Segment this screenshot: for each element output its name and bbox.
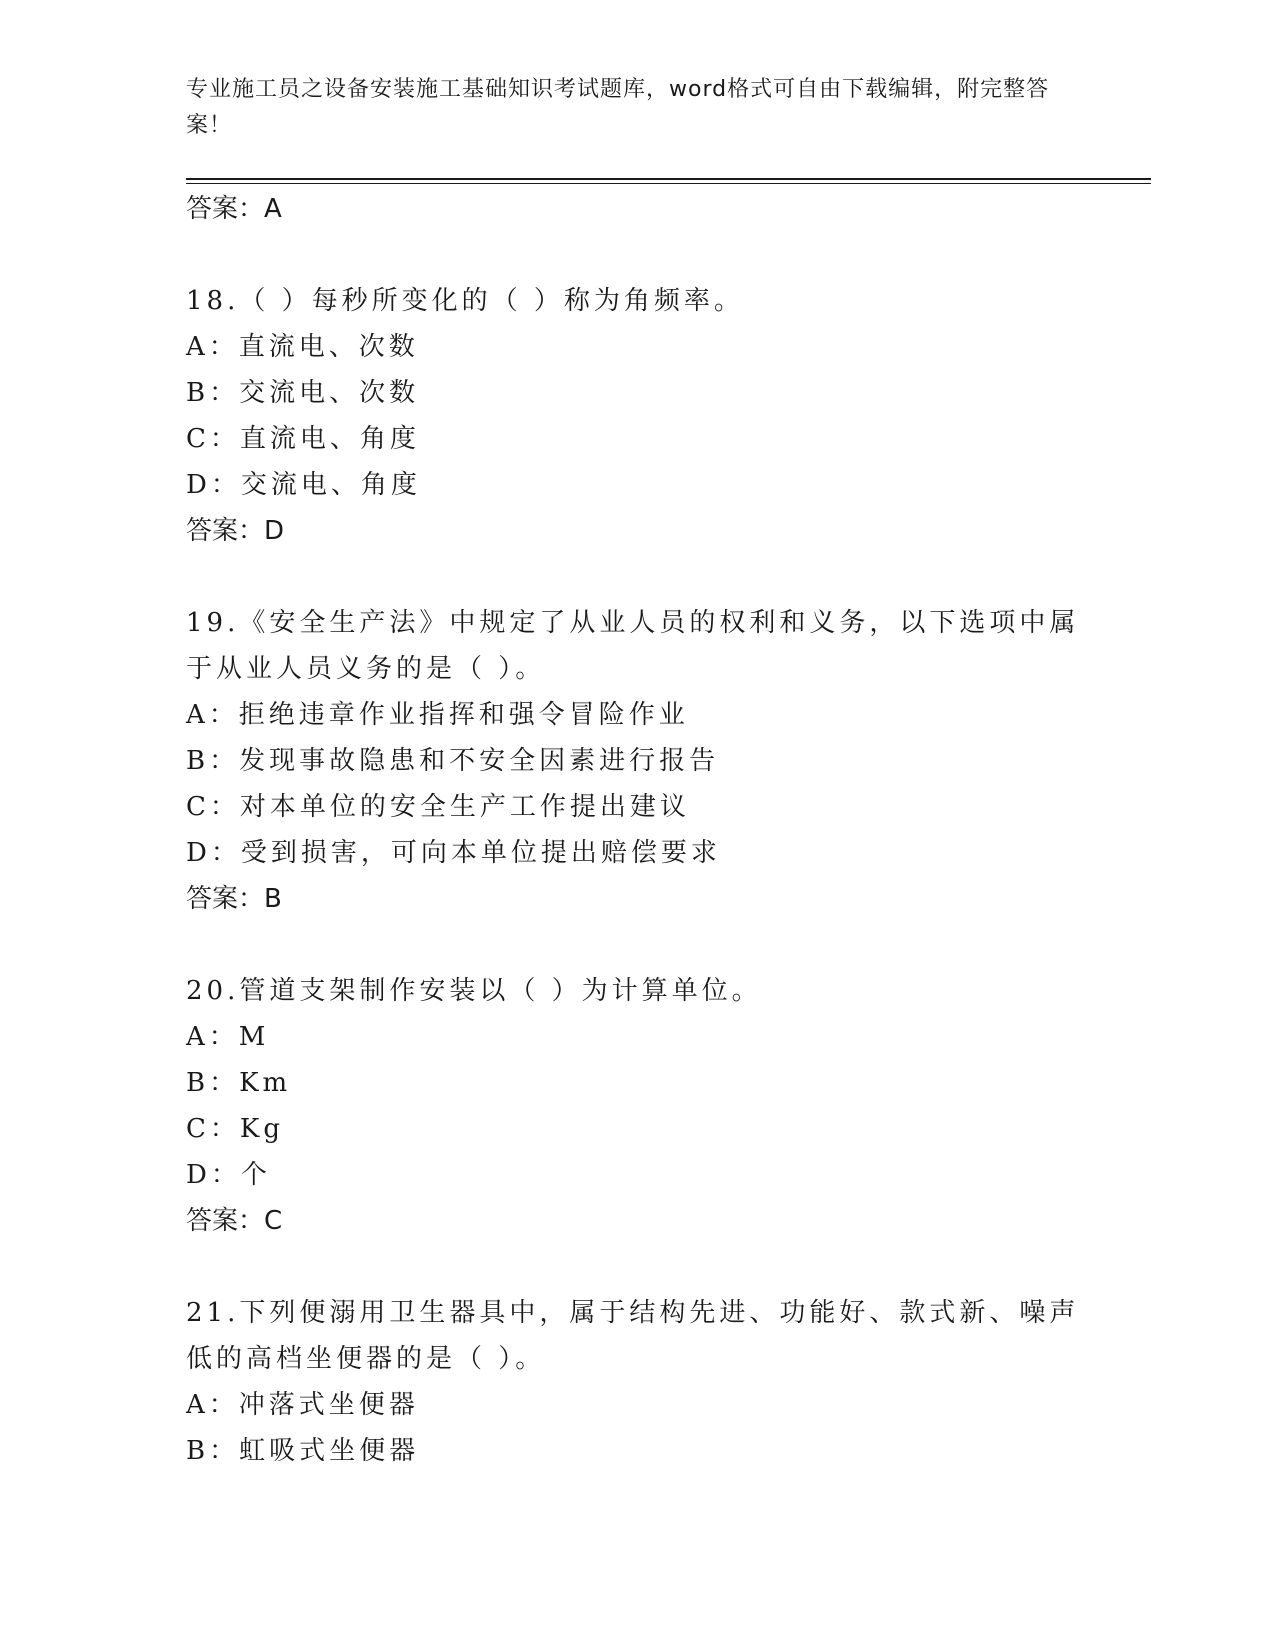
question-block	[186, 1290, 1151, 1474]
option-a: A：M	[186, 1022, 270, 1052]
option-c: C：对本单位的安全生产工作提出建议	[186, 792, 690, 822]
answer-line: 答案：D	[186, 516, 285, 546]
answer-line: 答案：C	[186, 1206, 283, 1236]
option-a: A：直流电、次数	[186, 332, 419, 362]
question-block	[186, 600, 1151, 922]
option-a: A：拒绝违章作业指挥和强令冒险作业	[186, 700, 689, 730]
question-text: 21.下列便溺用卫生器具中，属于结构先进、功能好、款式新、噪声低的高档坐便器的是（ ）。	[186, 1298, 1080, 1374]
spacer	[186, 1244, 1151, 1290]
spacer	[186, 554, 1151, 600]
header-divider-thin	[186, 183, 1151, 184]
option-b: B：Km	[186, 1068, 292, 1098]
header-divider-thick	[186, 178, 1151, 180]
question-text: 19.《安全生产法》中规定了从业人员的权利和义务，以下选项中属于从业人员义务的是（ ）。	[186, 608, 1080, 684]
option-d: D：受到损害，可向本单位提出赔偿要求	[186, 838, 721, 868]
question-block	[186, 278, 1151, 554]
option-b: B：虹吸式坐便器	[186, 1436, 420, 1466]
option-b: B：交流电、次数	[186, 378, 420, 408]
option-d: D：个	[186, 1160, 271, 1190]
answer-line: 答案：B	[186, 884, 282, 914]
question-block	[186, 968, 1151, 1244]
answer-line: 答案：A	[186, 194, 282, 224]
option-a: A：冲落式坐便器	[186, 1390, 419, 1420]
option-c: C：直流电、角度	[186, 424, 420, 454]
document-content	[186, 186, 1151, 1474]
option-c: C：Kg	[186, 1114, 284, 1144]
question-text: 20.管道支架制作安装以（ ）为计算单位。	[186, 976, 762, 1006]
spacer	[186, 232, 1151, 278]
spacer	[186, 922, 1151, 968]
option-b: B：发现事故隐患和不安全因素进行报告	[186, 746, 720, 776]
question-text: 18.（ ）每秒所变化的（ ）称为角频率。	[186, 286, 744, 316]
document-header: 专业施工员之设备安装施工基础知识考试题库，word格式可自由下载编辑，附完整答案！	[186, 77, 1050, 138]
option-d: D：交流电、角度	[186, 470, 421, 500]
